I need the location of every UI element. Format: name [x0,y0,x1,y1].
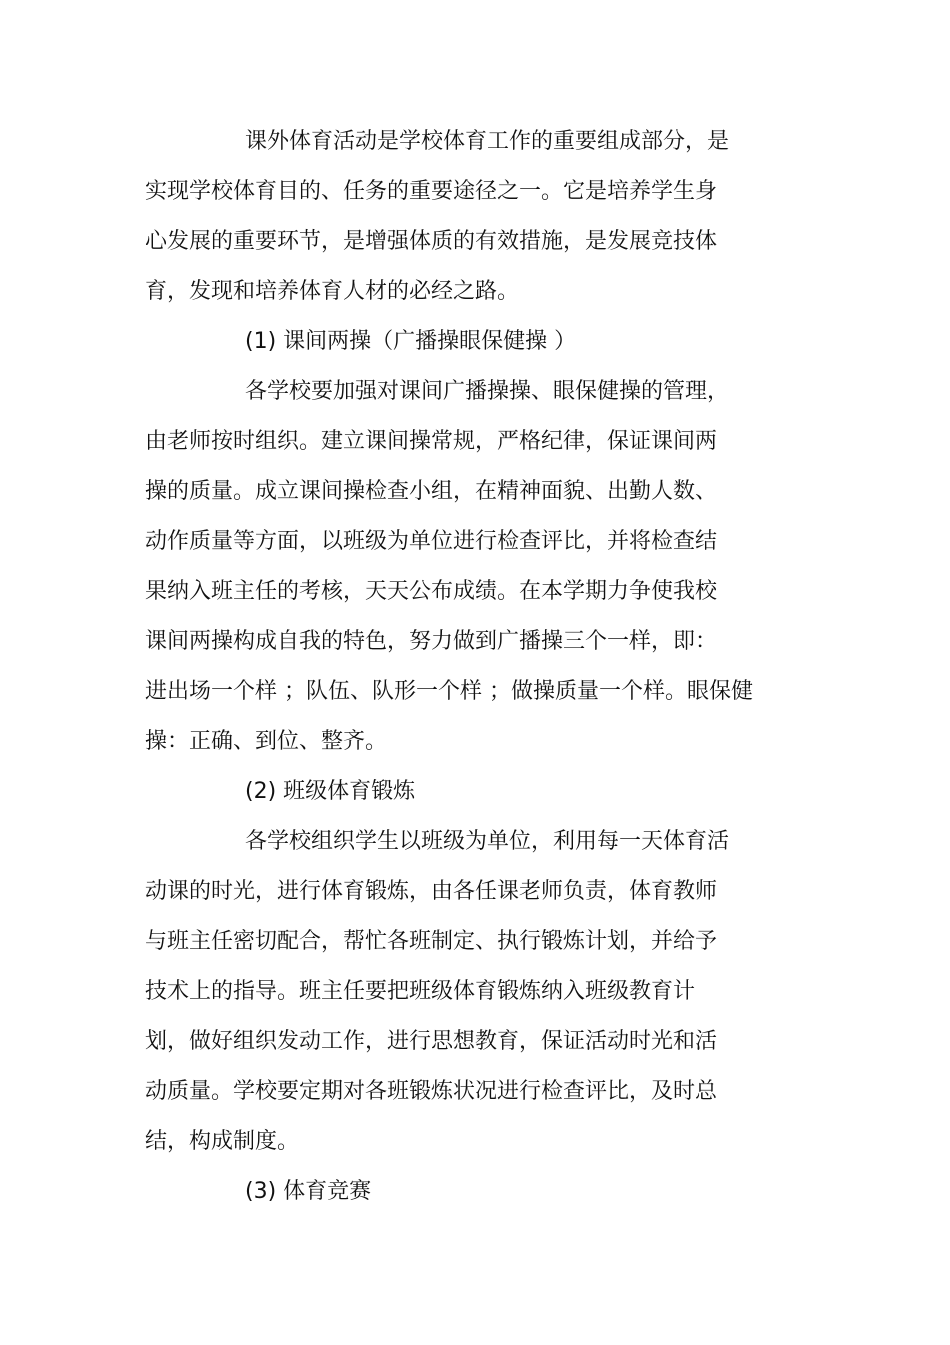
paragraph-2-line-7: 进出场一个样 ；队伍、队形一个样 ；做操质量一个样。眼保健 [145,679,753,704]
paragraph-1-line-1: 课外体育活动是学校体育工作的重要组成部分，是 [245,129,730,154]
paragraph-3-line-5: 划，做好组织发动工作，进行思想教育，保证活动时光和活 [145,1029,718,1054]
paragraph-2-line-3: 操的质量。成立课间操检查小组，在精神面貌、出勤人数、 [145,479,718,504]
paragraph-1-line-3: 心发展的重要环节，是增强体质的有效措施，是发展竞技体 [145,229,718,254]
section-heading-3: (3) 体育竞赛 [245,1179,372,1204]
paragraph-3-line-2: 动课的时光，进行体育锻炼，由各任课老师负责，体育教师 [145,879,718,904]
paragraph-1-line-4: 育，发现和培养体育人材的必经之路。 [145,279,520,304]
paragraph-2-line-2: 由老师按时组织。建立课间操常规，严格纪律，保证课间两 [145,429,718,454]
paragraph-3-line-3: 与班主任密切配合，帮忙各班制定、执行锻炼计划，并给予 [145,929,718,954]
paragraph-1-line-2: 实现学校体育目的、任务的重要途径之一。它是培养学生身 [145,179,718,204]
paragraph-2-line-1: 各学校要加强对课间广播操操、眼保健操的管理， [245,379,730,404]
section-heading-1: (1) 课间两操（广播操眼保健操 ） [245,329,577,354]
paragraph-3-line-7: 结，构成制度。 [145,1129,300,1154]
paragraph-2-line-6: 课间两操构成自我的特色，努力做到广播操三个一样，即： [145,629,718,654]
paragraph-2-line-4: 动作质量等方面，以班级为单位进行检查评比，并将检查结 [145,529,718,554]
paragraph-3-line-6: 动质量。学校要定期对各班锻炼状况进行检查评比，及时总 [145,1079,718,1104]
paragraph-2-line-5: 果纳入班主任的考核，天天公布成绩。在本学期力争使我校 [145,579,718,604]
paragraph-3-line-1: 各学校组织学生以班级为单位，利用每一天体育活 [245,829,730,854]
paragraph-3-line-4: 技术上的指导。班主任要把班级体育锻炼纳入班级教育计 [145,979,696,1004]
paragraph-2-line-8: 操：正确、到位、整齐。 [145,729,388,754]
section-heading-2: (2) 班级体育锻炼 [245,779,416,804]
